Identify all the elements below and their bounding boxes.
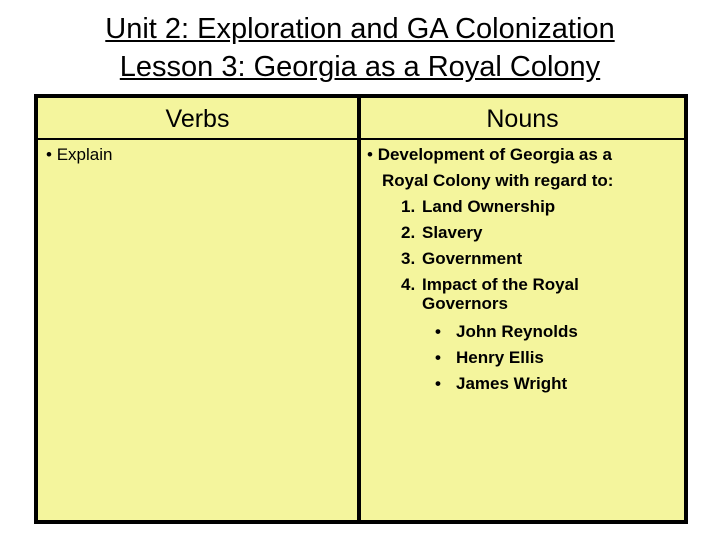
governor-item <box>367 371 677 397</box>
slide-title-line2: Lesson 3: Georgia as a Royal Colony <box>119 51 601 83</box>
item-number: 1. <box>401 197 416 216</box>
bullet-icon: • <box>435 374 441 393</box>
item-number: 3. <box>401 249 416 268</box>
item-text: Slavery <box>422 223 483 242</box>
item4-continuation: Governors <box>422 294 508 313</box>
item-text: Land Ownership <box>422 197 556 216</box>
verb-text: Explain <box>56 145 113 164</box>
governor-name: John Reynolds <box>456 322 578 341</box>
governor-name: Henry Ellis <box>456 348 544 367</box>
numbered-item <box>367 194 677 220</box>
item-text: Government <box>422 249 523 268</box>
nouns-intro <box>367 142 677 168</box>
nouns-list <box>367 142 677 397</box>
item-number: 2. <box>401 223 416 242</box>
governor-item <box>367 345 677 371</box>
nouns-header-cell <box>361 98 684 138</box>
slide-title-line1: Unit 2: Exploration and GA Colonization <box>105 13 615 45</box>
numbered-item <box>367 246 677 272</box>
verbs-body-cell <box>38 140 357 520</box>
nouns-intro-line1: Development of Georgia as a <box>377 145 612 164</box>
nouns-header: Nouns <box>486 105 559 133</box>
bullet-icon: • <box>435 322 441 341</box>
governor-name: James Wright <box>456 374 568 393</box>
nouns-body-cell <box>361 140 684 520</box>
verb-item <box>46 142 112 168</box>
item-number: 4. <box>401 275 416 294</box>
bullet-icon: • <box>435 348 441 367</box>
verbs-header: Verbs <box>165 105 230 133</box>
verbs-nouns-table <box>34 94 688 524</box>
verbs-header-cell <box>38 98 357 138</box>
bullet-icon: • <box>367 145 373 164</box>
governor-item <box>367 319 677 345</box>
numbered-item <box>367 220 677 246</box>
nouns-intro-line2: Royal Colony with regard to: <box>382 171 614 190</box>
item-text: Impact of the Royal <box>422 275 579 294</box>
bullet-icon: • <box>46 145 52 164</box>
